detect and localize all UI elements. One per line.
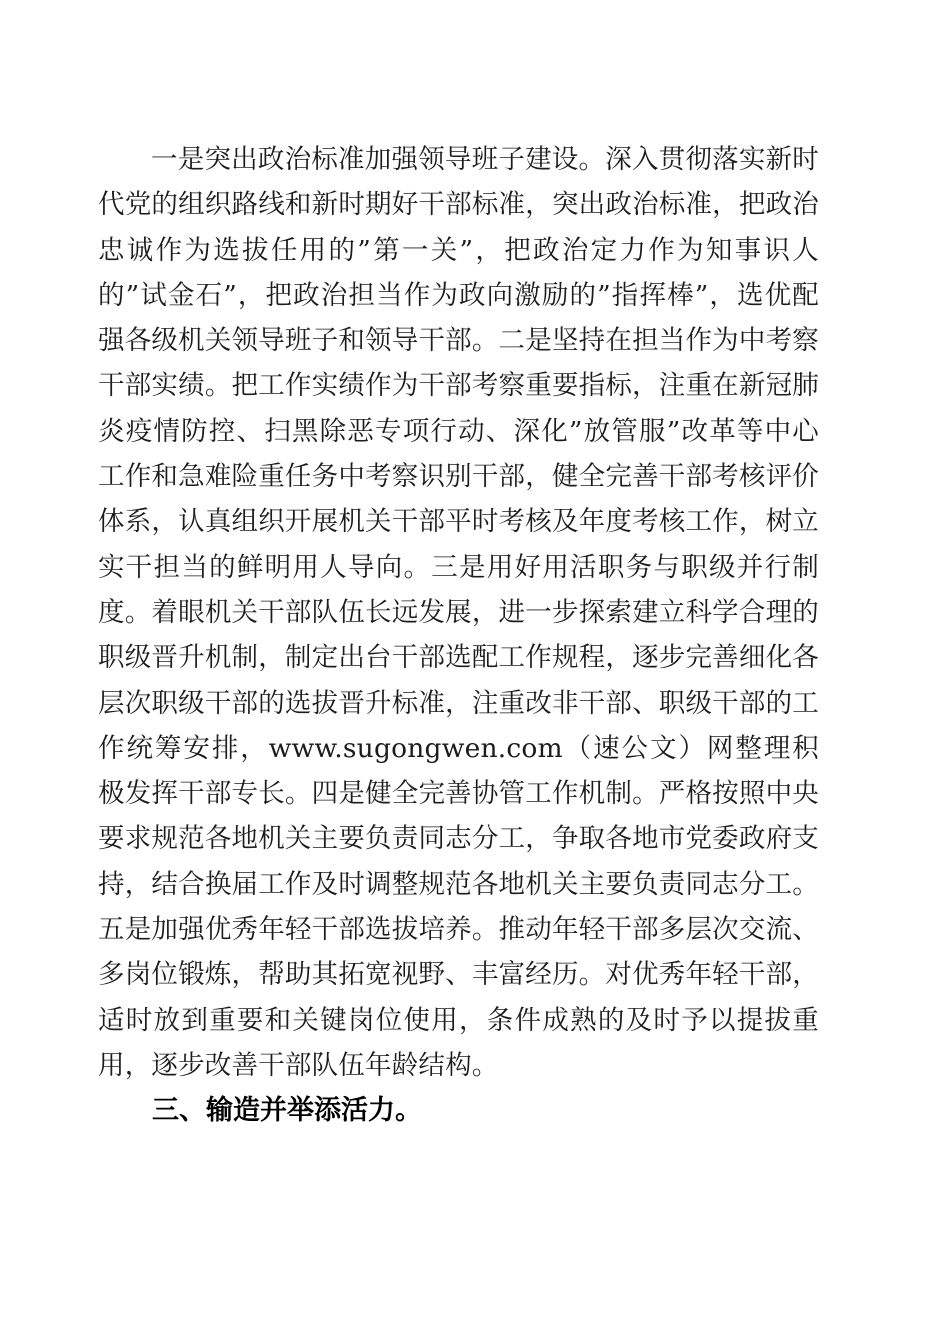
document-content <box>98 137 819 1134</box>
body-paragraph: 一是突出政治标准加强领导班子建设。深入贯彻落实新时代党的组织路线和新时期好干部标准，突出政治标准，把政治忠诚作为选拔任用的”第一关”，把政治定力作为知事识人的”试金石”，把政治担当作为政向激励的”指挥棒”，选优配强各级机关领导班子和领导干部。二是坚持在担当作为中考察干部实绩。把工作实绩作为干部考察重要指标，注重在新冠肺炎疫情防控、扫黑除恶专项行动、深化”放管服”改革等中心工作和急难险重任务中考察识别干部，健全完善干部考核评价体系，认真组织开展机关干部平时考核及年度考核工作，树立实干担当的鲜明用人导向。三是用好用活职务与职级并行制度。着眼机关干部队伍长远发展，进一步探索建立科学合理的职级晋升机制，制定出台干部选配工作规程，逐步完善细化各层次职级干部的选拔晋升标准，注重改非干部、职级干部的工作统筹安排，www.sugongwen.com（速公文）网整理积极发挥干部专长。四是健全完善协管工作机制。严格按照中央要求规范各地机关主要负责同志分工，争取各地市党委政府支持，结合换届工作及时调整规范各地机关主要负责同志分工。五是加强优秀年轻干部选拔培养。推动年轻干部多层次交流、多岗位锻炼，帮助其拓宽视野、丰富经历。对优秀年轻干部，适时放到重要和关键岗位使用，条件成熟的及时予以提拔重用，逐步改善干部队伍年龄结构。 <box>98 144 819 1081</box>
section-heading: 三、输造并举添活力。 <box>152 1095 422 1127</box>
